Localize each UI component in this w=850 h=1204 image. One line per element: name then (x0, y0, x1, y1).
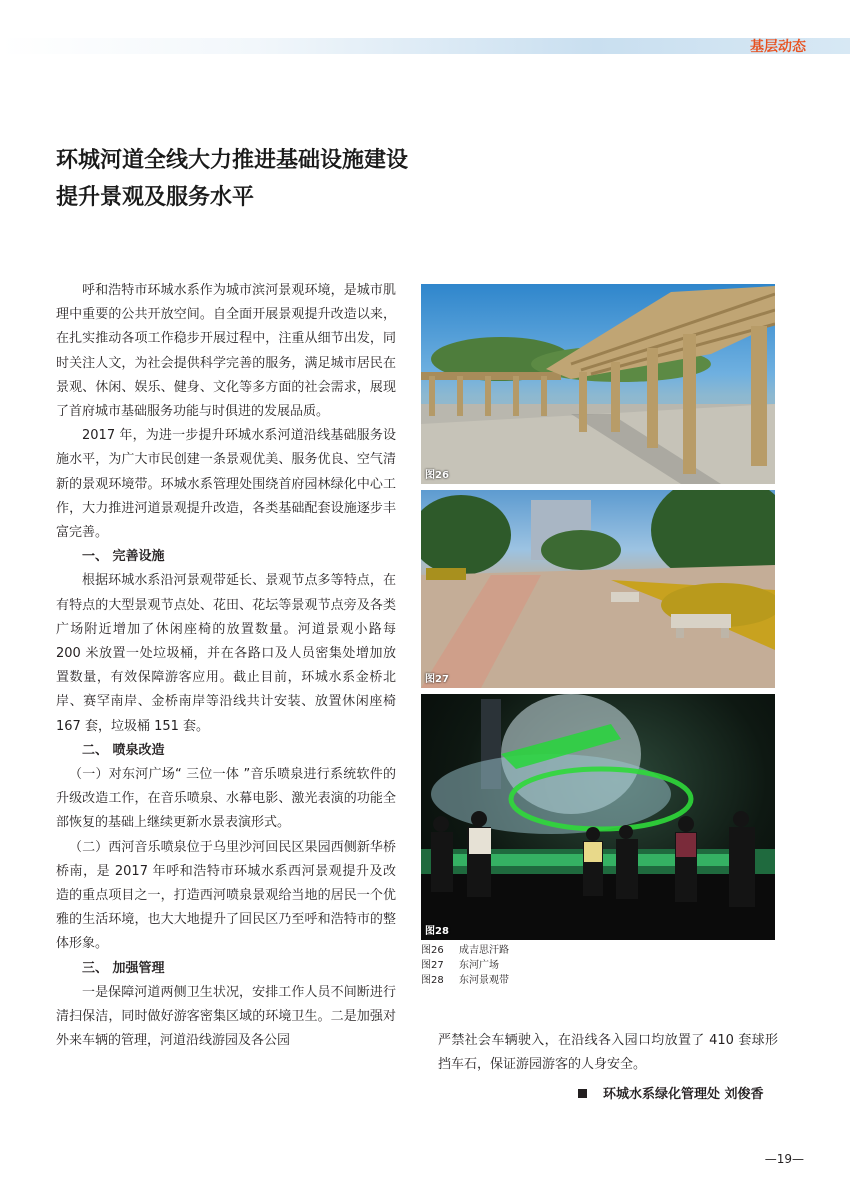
caption-number: 图27 (421, 960, 444, 971)
photo-plaza (421, 490, 775, 688)
paragraph: 呼和浩特市环城水系作为城市滨河景观环境，是城市肌理中重要的公共开放空间。自全面开展景观提升改造以来，在扎实推动各项工作稳步开展过程中，注重从细节出发，同时关注人文，为社会提供科学完善的服务，满足城市居民在景观、休闲、娱乐、健身、文化等多方面的社会需求，展现了首府城市基础服务功能与时俱进的发展品质。 (56, 283, 396, 420)
article-title-line1: 环城河道全线大力推进基础设施建设 (56, 148, 409, 173)
figure-captions (421, 943, 721, 988)
caption-number: 图26 (421, 945, 444, 956)
figure-label: 图28 (425, 926, 449, 937)
section-heading: 一、 完善设施 (82, 549, 165, 565)
caption-text: 成吉思汗路 (459, 945, 509, 956)
paragraph: 根据环城水系沿河景观带延长、景观节点多等特点，在有特点的大型景观节点处、花田、花坛等景观节点旁及各类广场附近增加了休闲座椅的放置数量。河道景观小路每 200 米放置一处垃圾桶，并在各路口及人员密集处增加放置数量，有效保障游客应用。截止目前，环城水系金桥北岸、赛罕南岸、金桥南岸等沿线共计安装、放置休闲座椅 167 套，垃圾桶 151 套。 (56, 573, 396, 734)
caption-row (421, 958, 721, 973)
article-body-left (56, 279, 396, 1054)
caption-row (421, 973, 721, 988)
author-name: 环城水系绿化管理处 刘俊香 (603, 1087, 764, 1102)
section-heading: 三、 加强管理 (82, 960, 165, 976)
figure-label: 图27 (425, 674, 449, 685)
page-number: —19— (764, 1152, 804, 1166)
caption-number: 图28 (421, 975, 444, 986)
paragraph: （二）西河音乐喷泉位于乌里沙河回民区果园西侧新华桥桥南，是 2017 年呼和浩特市环城水系西河景观提升及改造的重点项目之一，打造西河喷泉景观给当地的居民一个优雅的生活环境，也大大地提升了回民区乃至呼和浩特市的整体形象。 (56, 839, 396, 952)
paragraph: 2017 年，为进一步提升环城水系河道沿线基础服务设施水平，为广大市民创建一条景观优美、服务优良、空气清新的景观环境带。环城水系管理处围绕首府园林绿化中心工作，大力推进河道景观提升改造，各类基础配套设施逐步丰富完善。 (56, 428, 396, 541)
paragraph: （一）对东河广场“ 三位一体 ”音乐喷泉进行系统软件的升级改造工作，在音乐喷泉、水幕电影、激光表演的功能全部恢复的基础上继续更新水景表演形式。 (56, 767, 396, 831)
caption-text: 东河景观带 (459, 975, 509, 986)
author-signature (578, 1083, 764, 1102)
square-bullet-icon (578, 1089, 587, 1098)
article-title-line2: 提升景观及服务水平 (56, 185, 255, 210)
caption-text: 东河广场 (459, 960, 499, 971)
paragraph: 严禁社会车辆驶入，在沿线各入园口均放置了 410 套球形挡车石，保证游园游客的人身安全。 (438, 1033, 778, 1073)
header-bar (0, 38, 850, 54)
section-heading: 二、 喷泉改造 (82, 742, 165, 758)
photo-pergola (421, 284, 775, 484)
section-tag: 基层动态 (750, 39, 806, 55)
photo-fountain (421, 694, 775, 940)
caption-row (421, 943, 721, 958)
figure-label: 图26 (425, 470, 449, 481)
article-body-right (438, 1029, 778, 1077)
paragraph: 一是保障河道两侧卫生状况，安排工作人员不间断进行清扫保洁，同时做好游客密集区域的环境卫生。二是加强对外来车辆的管理，河道沿线游园及各公园 (56, 984, 396, 1049)
